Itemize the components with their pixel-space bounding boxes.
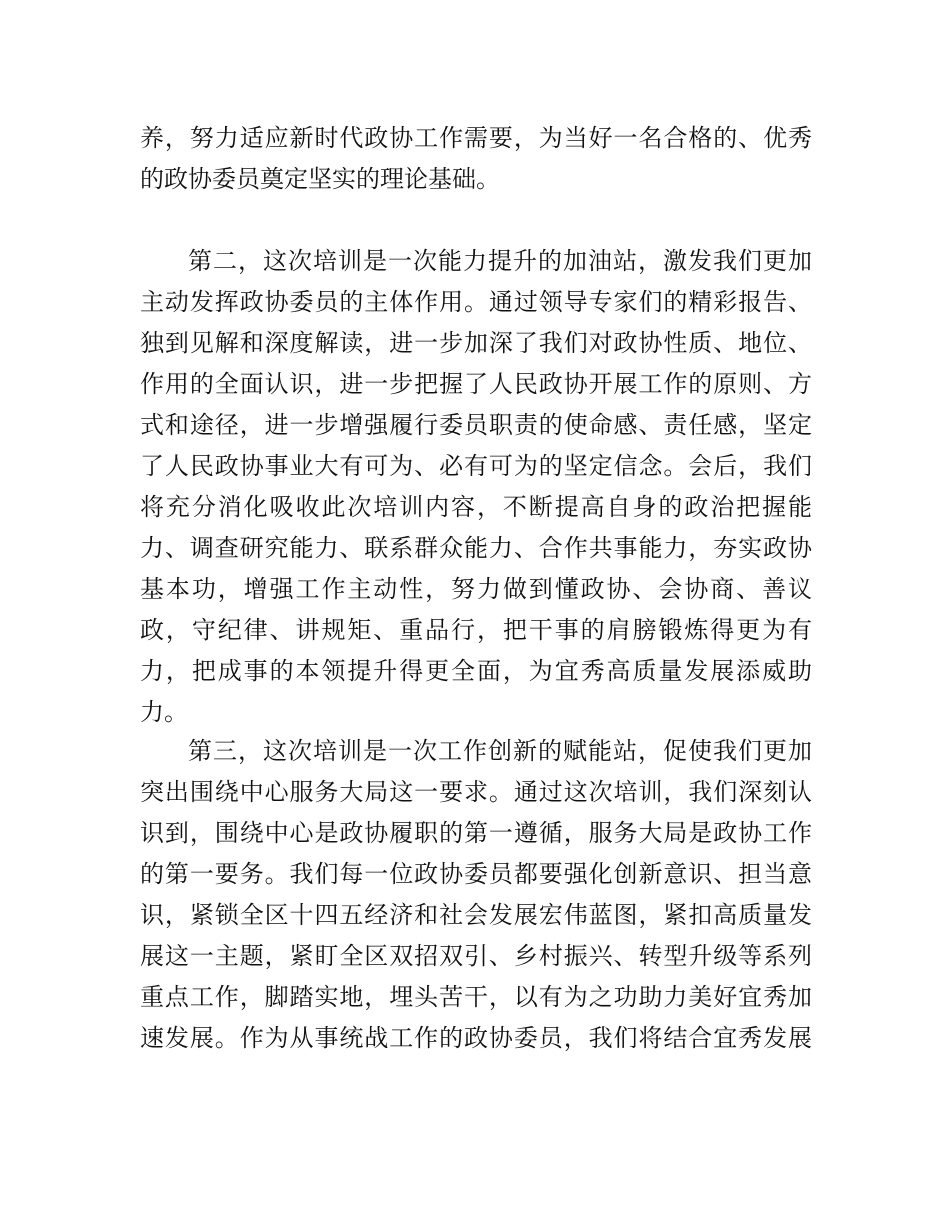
text-line: 养，努力适应新时代政协工作需要，为当好一名合格的、优秀: [140, 124, 812, 152]
paragraph-1: [140, 118, 812, 200]
text-line: 了人民政协事业大有可为、必有可为的坚定信念。会后，我们: [140, 452, 812, 480]
text-line: 识，紧锁全区十四五经济和社会发展宏伟蓝图，紧扣高质量发: [140, 901, 812, 929]
text-line: 展这一主题，紧盯全区双招双引、乡村振兴、转型升级等系列: [140, 942, 812, 970]
text-line: 力，把成事的本领提升得更全面，为宜秀高质量发展添威助: [140, 657, 812, 685]
paragraph-2: [140, 241, 812, 733]
text-line: 突出围绕中心服务大局这一要求。通过这次培训，我们深刻认: [140, 778, 812, 806]
text-line: 将充分消化吸收此次培训内容，不断提高自身的政治把握能: [140, 493, 812, 521]
text-line: 式和途径，进一步增强履行委员职责的使命感、责任感，坚定: [140, 411, 812, 439]
text-line: 识到，围绕中心是政协履职的第一遵循，服务大局是政协工作: [140, 819, 812, 847]
text-line: 力、调查研究能力、联系群众能力、合作共事能力，夯实政协: [140, 534, 812, 562]
text-line: 基本功，增强工作主动性，努力做到懂政协、会协商、善议: [140, 575, 812, 603]
text-line: 独到见解和深度解读，进一步加深了我们对政协性质、地位、: [140, 329, 812, 357]
text-line: 政，守纪律、讲规矩、重品行，把干事的肩膀锻炼得更为有: [140, 616, 812, 644]
text-line: 第三，这次培训是一次工作创新的赋能站，促使我们更加: [188, 737, 812, 765]
text-line: 力。: [140, 698, 188, 726]
paragraph-3: [140, 731, 812, 1059]
text-line: 作用的全面认识，进一步把握了人民政协开展工作的原则、方: [140, 370, 812, 398]
text-line: 第二，这次培训是一次能力提升的加油站，激发我们更加: [188, 247, 812, 275]
text-line: 速发展。作为从事统战工作的政协委员，我们将结合宜秀发展: [140, 1024, 812, 1052]
text-line: 主动发挥政协委员的主体作用。通过领导专家们的精彩报告、: [140, 288, 812, 316]
text-line: 重点工作，脚踏实地，埋头苦干，以有为之功助力美好宜秀加: [140, 983, 812, 1011]
text-line: 的第一要务。我们每一位政协委员都要强化创新意识、担当意: [140, 860, 812, 888]
text-line: 的政协委员奠定坚实的理论基础。: [140, 165, 500, 193]
